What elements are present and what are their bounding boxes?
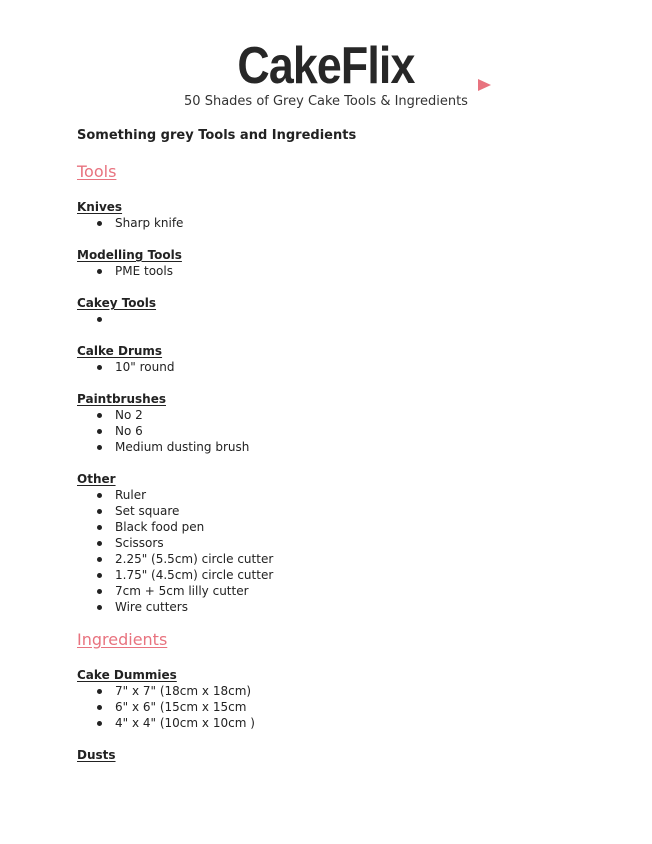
list-item: PME tools (77, 263, 173, 279)
list-cakey-tools (77, 311, 115, 327)
list-item: 4" x 4" (10cm x 10cm ) (77, 715, 255, 731)
bullet-icon (97, 541, 102, 546)
list-item (77, 311, 115, 327)
bullet-icon (97, 365, 102, 370)
group-title-other: Other (77, 472, 116, 486)
group-title-cakey-tools: Cakey Tools (77, 296, 157, 310)
group-title-cake-drums: Calke Drums (77, 344, 163, 358)
bullet-icon (97, 269, 102, 274)
list-modelling-tools (77, 263, 173, 279)
list-item: 7cm + 5cm lilly cutter (77, 583, 273, 599)
list-item: 1.75" (4.5cm) circle cutter (77, 567, 273, 583)
list-item: Set square (77, 503, 273, 519)
bullet-icon (97, 605, 102, 610)
section-title-ingredients: Ingredients (77, 630, 168, 649)
play-icon (476, 78, 492, 92)
group-title-knives: Knives (77, 200, 123, 214)
cakeflix-logo (0, 38, 652, 94)
bullet-icon (97, 429, 102, 434)
bullet-icon (97, 689, 102, 694)
bullet-icon (97, 317, 102, 322)
bullet-icon (97, 525, 102, 530)
group-title-paintbrushes: Paintbrushes (77, 392, 166, 406)
list-item: Ruler (77, 487, 273, 503)
list-item: Wire cutters (77, 599, 273, 615)
section-title-tools: Tools (77, 162, 117, 181)
list-cake-dummies (77, 683, 255, 731)
list-item: Sharp knife (77, 215, 183, 231)
list-cake-drums (77, 359, 174, 375)
group-title-modelling-tools: Modelling Tools (77, 248, 182, 262)
bullet-icon (97, 705, 102, 710)
group-title-dusts: Dusts (77, 748, 116, 762)
list-item: Black food pen (77, 519, 273, 535)
document-subtitle: 50 Shades of Grey Cake Tools & Ingredients (184, 94, 468, 109)
list-paintbrushes (77, 407, 249, 455)
bullet-icon (97, 413, 102, 418)
bullet-icon (97, 573, 102, 578)
bullet-icon (97, 221, 102, 226)
list-item: No 6 (77, 423, 249, 439)
list-item: Scissors (77, 535, 273, 551)
group-title-cake-dummies: Cake Dummies (77, 668, 177, 682)
list-item: 6" x 6" (15cm x 15cm (77, 699, 255, 715)
document-heading: Something grey Tools and Ingredients (77, 128, 357, 143)
bullet-icon (97, 509, 102, 514)
list-item: 2.25" (5.5cm) circle cutter (77, 551, 273, 567)
bullet-icon (97, 589, 102, 594)
bullet-icon (97, 493, 102, 498)
list-item: 7" x 7" (18cm x 18cm) (77, 683, 255, 699)
list-knives (77, 215, 183, 231)
logo-wordmark: CakeFlix (237, 37, 415, 95)
bullet-icon (97, 557, 102, 562)
list-item: 10" round (77, 359, 174, 375)
bullet-icon (97, 721, 102, 726)
bullet-icon (97, 445, 102, 450)
list-item: Medium dusting brush (77, 439, 249, 455)
list-other (77, 487, 273, 615)
list-item: No 2 (77, 407, 249, 423)
